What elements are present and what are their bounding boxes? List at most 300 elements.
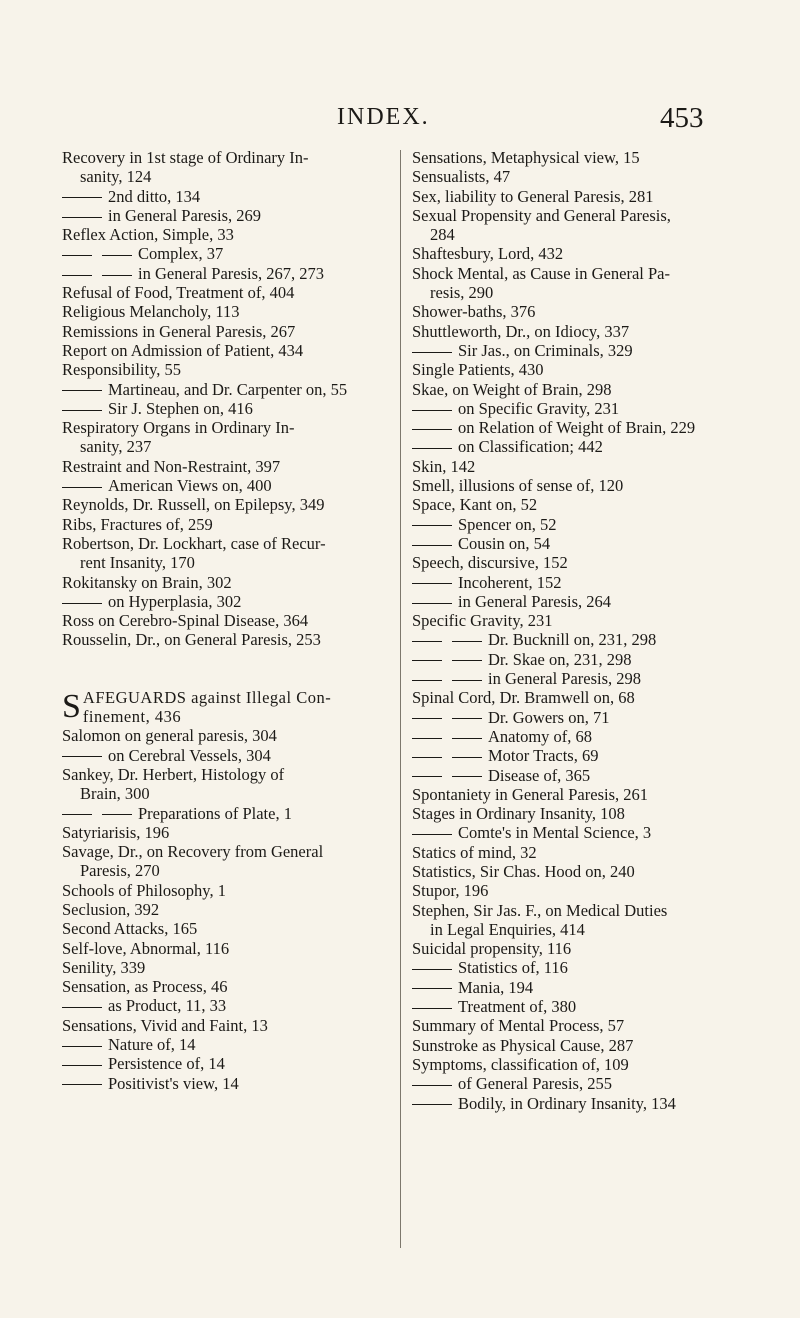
index-entry	[62, 977, 397, 996]
entry-line	[62, 919, 397, 938]
entry-text: Single Patients, 430	[412, 360, 544, 380]
entry-line	[62, 823, 397, 842]
entry-text: Anatomy of, 68	[488, 726, 593, 746]
index-entry	[62, 1074, 397, 1093]
entry-line	[412, 476, 752, 495]
ditto-dash	[452, 738, 482, 739]
index-entry	[412, 958, 752, 977]
entry-line	[62, 977, 397, 996]
entry-text: Sunstroke as Physical Cause, 287	[412, 1035, 634, 1055]
entry-text: Symptoms, classification of, 109	[412, 1054, 629, 1074]
ditto-dash	[62, 255, 92, 256]
ditto-dash	[452, 776, 482, 777]
entry-line	[412, 823, 752, 842]
ditto-dash	[62, 1065, 102, 1066]
index-entry	[412, 167, 752, 186]
ditto-dash	[412, 603, 452, 604]
entry-text: Sexual Propensity and General Paresis,	[412, 205, 671, 225]
entry-text: Skae, on Weight of Brain, 298	[412, 379, 612, 399]
entry-line	[412, 727, 752, 746]
index-entry	[412, 746, 752, 765]
index-list-r	[62, 148, 397, 650]
entry-line	[62, 611, 397, 630]
index-entry	[62, 495, 397, 514]
index-entry	[62, 534, 397, 573]
entry-text: Spontaniety in General Paresis, 261	[412, 784, 648, 804]
index-entry	[412, 611, 752, 630]
entry-text: 2nd ditto, 134	[108, 186, 201, 206]
entry-text: Religious Melancholy, 113	[62, 302, 240, 322]
column-divider	[400, 150, 401, 1248]
entry-line	[412, 495, 752, 514]
index-entry	[412, 534, 752, 553]
entry-text: Sensation, as Process, 46	[62, 977, 228, 997]
entry-text: Stages in Ordinary Insanity, 108	[412, 804, 625, 824]
index-entry	[412, 418, 752, 437]
entry-text: Bodily, in Ordinary Insanity, 134	[458, 1093, 676, 1113]
ditto-dash	[412, 429, 452, 430]
entry-text: Shower-baths, 376	[412, 302, 536, 322]
entry-text: Refusal of Food, Treatment of, 404	[62, 283, 295, 303]
entry-line	[412, 360, 752, 379]
entry-text: Rokitansky on Brain, 302	[62, 572, 232, 592]
ditto-dash	[102, 255, 132, 256]
entry-line	[412, 206, 752, 225]
index-entry	[412, 939, 752, 958]
entry-text: in General Paresis, 264	[458, 591, 612, 611]
ditto-dash	[452, 718, 482, 719]
drop-cap: S	[62, 687, 81, 725]
index-entry	[412, 1074, 752, 1093]
entry-text: Space, Kant on, 52	[412, 495, 538, 515]
index-entry	[62, 765, 397, 804]
page-header	[0, 100, 800, 140]
ditto-dash	[412, 834, 452, 835]
index-entry	[62, 302, 397, 321]
entry-text: in General Paresis, 269	[108, 205, 262, 225]
entry-continuation: in Legal Enquiries, 414	[430, 919, 585, 939]
ditto-dash	[62, 487, 102, 488]
ditto-dash	[452, 641, 482, 642]
entry-line	[412, 553, 752, 572]
index-entry	[412, 669, 752, 688]
entry-text: Spencer on, 52	[458, 514, 557, 534]
index-entry	[412, 978, 752, 997]
index-entry	[62, 939, 397, 958]
entry-text: Statics of mind, 32	[412, 842, 537, 862]
index-entry	[412, 592, 752, 611]
entry-text: Incoherent, 152	[458, 572, 562, 592]
entry-line	[412, 1074, 752, 1093]
entry-text: Report on Admission of Patient, 434	[62, 340, 304, 360]
ditto-dash	[102, 275, 132, 276]
index-entry	[412, 1036, 752, 1055]
index-entry	[412, 1094, 752, 1113]
entry-text: Statistics, Sir Chas. Hood on, 240	[412, 861, 635, 881]
entry-text: Ribs, Fractures of, 259	[62, 514, 213, 534]
index-entry	[412, 322, 752, 341]
index-entry	[412, 360, 752, 379]
entry-line	[412, 746, 752, 765]
index-entry	[412, 573, 752, 592]
section-gap	[62, 650, 397, 669]
index-list-s	[62, 726, 397, 1093]
entry-line	[412, 187, 752, 206]
entry-text: Specific Gravity, 231	[412, 611, 553, 631]
entry-text: of General Paresis, 255	[458, 1074, 612, 1094]
entry-line	[62, 534, 397, 553]
index-entry	[62, 399, 397, 418]
entry-line	[62, 322, 397, 341]
ditto-dash	[62, 275, 92, 276]
entry-text: Responsibility, 55	[62, 360, 182, 380]
index-entry	[62, 996, 397, 1015]
index-entry	[412, 515, 752, 534]
entry-line	[412, 766, 752, 785]
index-entry	[62, 1016, 397, 1035]
entry-text: Complex, 37	[138, 244, 224, 264]
entry-text: Stupor, 196	[412, 881, 489, 901]
entry-line	[62, 187, 397, 206]
entry-continuation: 284	[430, 225, 455, 245]
index-entry	[62, 746, 397, 765]
entry-line	[62, 283, 397, 302]
index-entry	[412, 630, 752, 649]
entry-text: Robertson, Dr. Lockhart, case of Recur-	[62, 533, 326, 553]
entry-line	[412, 515, 752, 534]
ditto-dash	[62, 814, 92, 815]
entry-line	[62, 1074, 397, 1093]
entry-text: Treatment of, 380	[458, 997, 577, 1017]
entry-line	[62, 1054, 397, 1073]
entry-text: Recovery in 1st stage of Ordinary In-	[62, 148, 309, 167]
entry-text: Remissions in General Paresis, 267	[62, 321, 296, 341]
index-entry	[62, 515, 397, 534]
entry-line	[62, 515, 397, 534]
entry-text: Nature of, 14	[108, 1035, 196, 1055]
entry-text: Positivist's view, 14	[108, 1073, 239, 1093]
entry-line	[62, 399, 397, 418]
ditto-dash	[102, 814, 132, 815]
entry-text: Salomon on general paresis, 304	[62, 726, 277, 746]
entry-line	[412, 785, 752, 804]
index-entry	[62, 881, 397, 900]
entry-line	[62, 1016, 397, 1035]
ditto-dash	[452, 680, 482, 681]
index-entry	[62, 187, 397, 206]
ditto-dash	[412, 718, 442, 719]
entry-text: Comte's in Mental Science, 3	[458, 823, 652, 843]
index-entry	[412, 457, 752, 476]
entry-line	[412, 708, 752, 727]
index-entry	[412, 785, 752, 804]
entry-line	[412, 167, 752, 186]
index-entry	[412, 708, 752, 727]
entry-text: Spinal Cord, Dr. Bramwell on, 68	[412, 688, 635, 708]
entry-line	[62, 726, 397, 745]
entry-text: in General Paresis, 298	[488, 669, 642, 689]
index-entry	[412, 1055, 752, 1074]
entry-line	[412, 997, 752, 1016]
index-entry	[62, 322, 397, 341]
entry-line	[412, 380, 752, 399]
index-entry	[62, 592, 397, 611]
entry-continuation: Paresis, 270	[80, 861, 160, 881]
entry-text: Smell, illusions of sense of, 120	[412, 476, 624, 496]
ditto-dash	[412, 1008, 452, 1009]
entry-text: Summary of Mental Process, 57	[412, 1016, 625, 1036]
ditto-dash	[62, 756, 102, 757]
entry-line	[412, 881, 752, 900]
index-entry	[412, 650, 752, 669]
entry-text: Restraint and Non-Restraint, 397	[62, 456, 281, 476]
entry-text: Disease of, 365	[488, 765, 591, 785]
entry-text: Dr. Gowers on, 71	[488, 707, 610, 727]
index-entry	[62, 1054, 397, 1073]
entry-text: Persistence of, 14	[108, 1054, 225, 1074]
entry-line	[412, 804, 752, 823]
entry-line	[62, 842, 397, 861]
entry-text: Sensations, Metaphysical view, 15	[412, 148, 640, 167]
index-entry	[62, 630, 397, 649]
page-title: INDEX.	[337, 104, 430, 130]
ditto-dash	[412, 545, 452, 546]
entry-line	[62, 206, 397, 225]
index-entry	[412, 804, 752, 823]
entry-line	[62, 900, 397, 919]
ditto-dash	[62, 1007, 102, 1008]
ditto-dash	[412, 352, 452, 353]
ditto-dash	[412, 1104, 452, 1105]
entry-line	[412, 534, 752, 553]
entry-line	[412, 457, 752, 476]
entry-text: Shuttleworth, Dr., on Idiocy, 337	[412, 321, 630, 341]
entry-text: Second Attacks, 165	[62, 919, 198, 939]
entry-text: American Views on, 400	[108, 476, 272, 496]
entry-line	[62, 881, 397, 900]
entry-line	[62, 630, 397, 649]
entry-text: Cousin on, 54	[458, 533, 551, 553]
index-entry	[62, 244, 397, 263]
entry-line	[412, 341, 752, 360]
index-entry	[412, 901, 752, 940]
entry-line	[412, 862, 752, 881]
entry-line	[412, 418, 752, 437]
entry-text: Preparations of Plate, 1	[138, 803, 292, 823]
index-column-right	[412, 148, 752, 1113]
entry-text: Skin, 142	[412, 456, 476, 476]
entry-line	[412, 1094, 752, 1113]
entry-line	[62, 341, 397, 360]
index-entry	[412, 476, 752, 495]
index-entry	[62, 919, 397, 938]
index-entry	[62, 476, 397, 495]
entry-text: on Specific Gravity, 231	[458, 398, 620, 418]
index-entry	[62, 804, 397, 823]
entry-line	[62, 264, 397, 283]
entry-line	[412, 1016, 752, 1035]
entry-text: Sir J. Stephen on, 416	[108, 398, 253, 418]
ditto-dash	[412, 757, 442, 758]
ditto-dash	[452, 757, 482, 758]
entry-text: Ross on Cerebro-Spinal Disease, 364	[62, 611, 309, 631]
index-entry	[412, 187, 752, 206]
index-entry	[62, 900, 397, 919]
entry-text: Mania, 194	[458, 977, 534, 997]
ditto-dash	[412, 1085, 452, 1086]
index-entry	[412, 843, 752, 862]
entry-text: Shaftesbury, Lord, 432	[412, 244, 564, 264]
entry-text: Sir Jas., on Criminals, 329	[458, 340, 633, 360]
index-entry	[412, 881, 752, 900]
entry-text: Stephen, Sir Jas. F., on Medical Duties	[412, 900, 668, 920]
entry-continuation: sanity, 124	[80, 167, 152, 187]
entry-line	[62, 457, 397, 476]
ditto-dash	[62, 197, 102, 198]
index-entry	[62, 418, 397, 457]
page-number: 453	[660, 102, 704, 134]
index-column-left	[62, 148, 397, 1093]
entry-text: Sensations, Vivid and Faint, 13	[62, 1015, 268, 1035]
entry-line	[412, 978, 752, 997]
entry-text: Senility, 339	[62, 957, 146, 977]
entry-text: on Hyperplasia, 302	[108, 591, 242, 611]
index-entry	[412, 264, 752, 303]
index-entry	[412, 437, 752, 456]
entry-line	[412, 688, 752, 707]
entry-text: Rousselin, Dr., on General Paresis, 253	[62, 630, 321, 650]
entry-text: as Product, 11, 33	[108, 996, 227, 1016]
entry-text: Sex, liability to General Paresis, 281	[412, 186, 654, 206]
entry-line	[62, 996, 397, 1015]
ditto-dash	[412, 525, 452, 526]
entry-text: Dr. Bucknill on, 231, 298	[488, 630, 657, 650]
entry-line	[412, 322, 752, 341]
entry-line	[62, 360, 397, 379]
entry-text: on Relation of Weight of Brain, 229	[458, 418, 696, 438]
entry-line	[412, 244, 752, 263]
entry-text: Statistics of, 116	[458, 958, 568, 978]
ditto-dash	[412, 738, 442, 739]
entry-line	[412, 611, 752, 630]
entry-text: Respiratory Organs in Ordinary In-	[62, 418, 295, 438]
index-entry	[62, 148, 397, 187]
entry-text: Speech, discursive, 152	[412, 553, 568, 573]
entry-continuation: sanity, 237	[80, 437, 152, 457]
entry-text: Reflex Action, Simple, 33	[62, 225, 234, 245]
entry-line	[62, 244, 397, 263]
index-entry	[62, 958, 397, 977]
index-entry	[62, 1035, 397, 1054]
ditto-dash	[62, 1046, 102, 1047]
entry-line	[62, 746, 397, 765]
index-entry	[62, 573, 397, 592]
index-list-s-continued	[412, 148, 752, 1113]
entry-line	[412, 901, 752, 920]
ditto-dash	[62, 410, 102, 411]
entry-text: Motor Tracts, 69	[488, 746, 599, 766]
index-entry	[412, 244, 752, 263]
entry-line	[62, 765, 397, 784]
index-entry	[62, 206, 397, 225]
entry-text: Reynolds, Dr. Russell, on Epilepsy, 349	[62, 495, 325, 515]
entry-text: Sensualists, 47	[412, 167, 511, 187]
index-entry	[62, 341, 397, 360]
entry-line	[62, 476, 397, 495]
index-entry	[412, 823, 752, 842]
index-entry	[412, 727, 752, 746]
index-entry-safeguards	[62, 688, 397, 727]
ditto-dash	[412, 776, 442, 777]
index-entry	[412, 341, 752, 360]
index-entry	[412, 206, 752, 245]
entry-line	[412, 437, 752, 456]
entry-continuation: resis, 290	[430, 283, 494, 303]
entry-line	[412, 148, 752, 167]
entry-line	[62, 302, 397, 321]
ditto-dash	[412, 448, 452, 449]
entry-line	[62, 573, 397, 592]
entry-line	[62, 148, 397, 167]
entry-line	[412, 630, 752, 649]
index-entry	[412, 862, 752, 881]
entry-line	[412, 650, 752, 669]
entry-continuation: Brain, 300	[80, 784, 150, 804]
index-entry	[412, 302, 752, 321]
entry-line	[412, 939, 752, 958]
ditto-dash	[412, 410, 452, 411]
section-gap	[62, 669, 397, 688]
entry-line	[412, 1055, 752, 1074]
entry-text: Satyriarisis, 196	[62, 822, 170, 842]
entry-line	[412, 573, 752, 592]
entry-text: Schools of Philosophy, 1	[62, 880, 226, 900]
entry-text: on Cerebral Vessels, 304	[108, 745, 271, 765]
entry-line	[412, 592, 752, 611]
entry-line	[62, 804, 397, 823]
index-entry	[62, 283, 397, 302]
entry-text: Sankey, Dr. Herbert, Histology of	[62, 764, 285, 784]
entry-line	[412, 399, 752, 418]
entry-line	[412, 1036, 752, 1055]
entry-text: Martineau, and Dr. Carpenter on, 55	[108, 379, 348, 399]
entry-text: on Classification; 442	[458, 437, 603, 457]
entry-line	[62, 1035, 397, 1054]
entry-text: Shock Mental, as Cause in General Pa-	[412, 263, 670, 283]
entry-text: Seclusion, 392	[62, 899, 160, 919]
entry-line	[62, 380, 397, 399]
entry-line	[62, 495, 397, 514]
entry-line	[412, 302, 752, 321]
index-entry	[412, 688, 752, 707]
entry-line: AFEGUARDS against Illegal Con-	[82, 687, 332, 707]
entry-text: Suicidal propensity, 116	[412, 939, 572, 959]
entry-line	[62, 225, 397, 244]
entry-line: finement, 436	[82, 707, 182, 727]
entry-line	[412, 958, 752, 977]
index-entry	[62, 457, 397, 476]
entry-text: Dr. Skae on, 231, 298	[488, 649, 632, 669]
entry-text: Self-love, Abnormal, 116	[62, 938, 230, 958]
ditto-dash	[62, 217, 102, 218]
ditto-dash	[412, 641, 442, 642]
index-entry	[412, 553, 752, 572]
index-entry	[62, 264, 397, 283]
index-entry	[62, 225, 397, 244]
index-entry	[62, 380, 397, 399]
ditto-dash	[412, 583, 452, 584]
entry-line	[412, 669, 752, 688]
